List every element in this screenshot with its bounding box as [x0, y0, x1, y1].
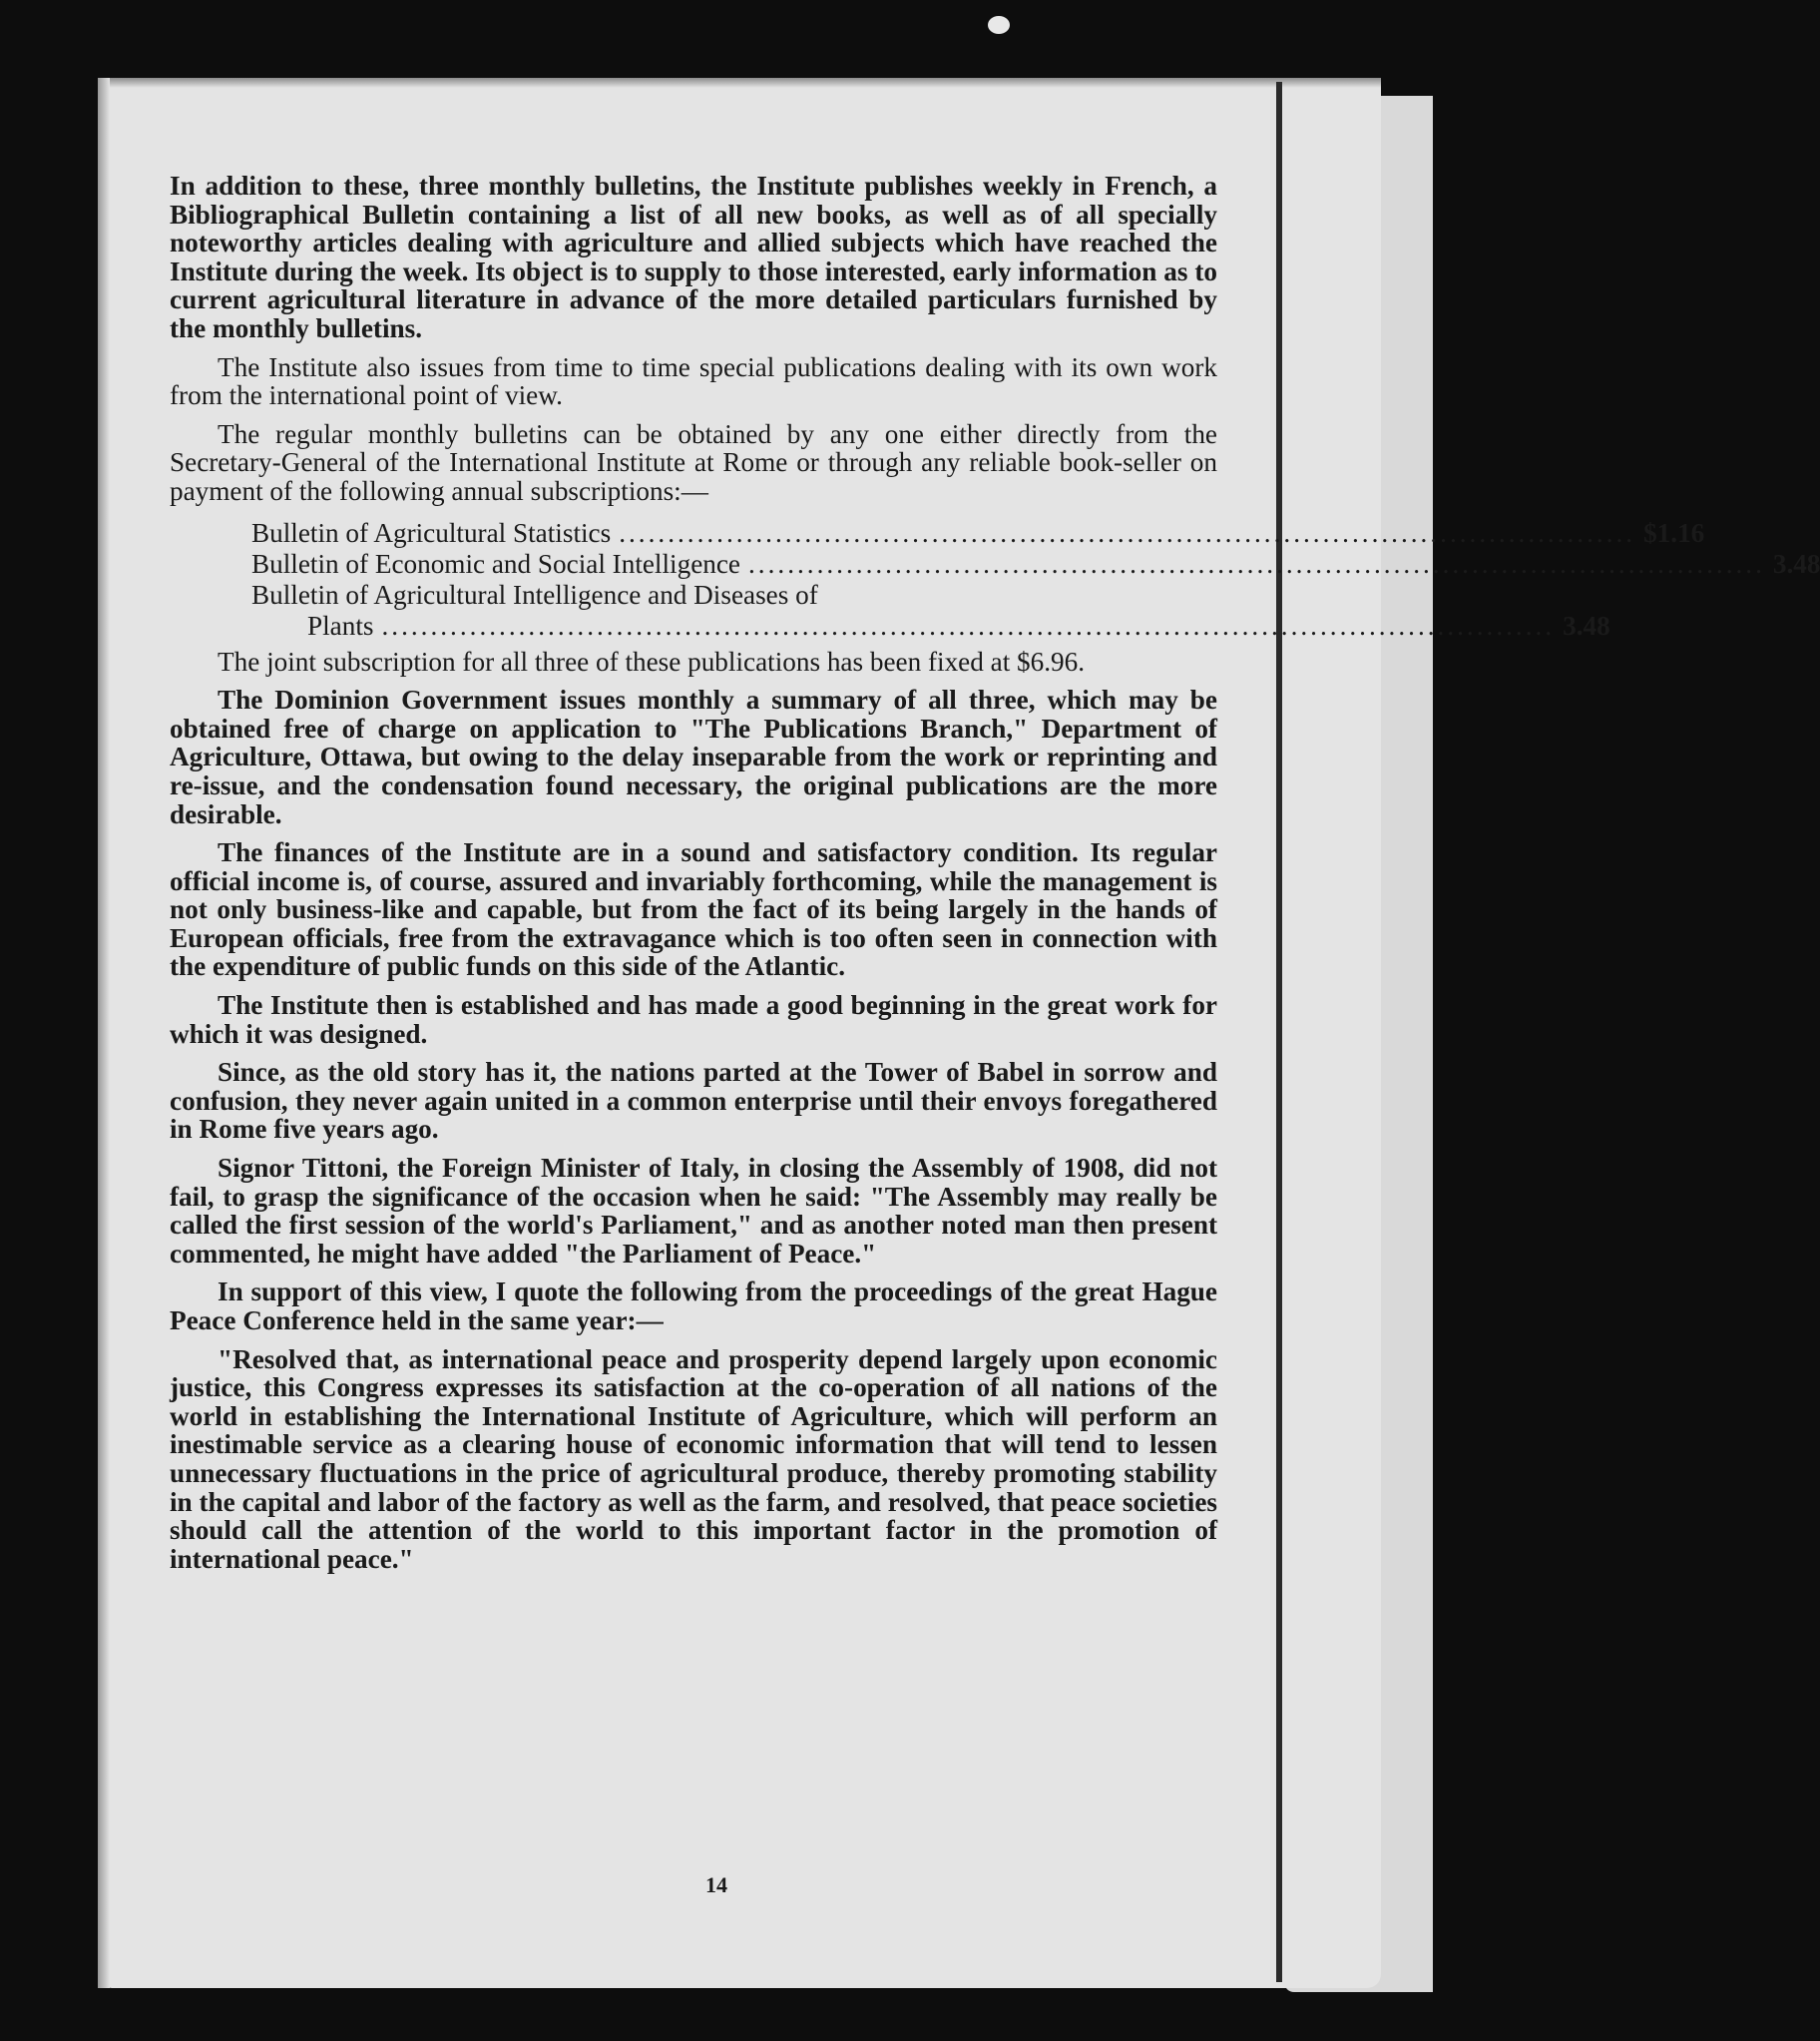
book-spine: [1276, 82, 1282, 1982]
subscription-row: [251, 548, 1820, 580]
subscription-name: Bulletin of Economic and Social Intelligence: [251, 548, 740, 579]
paragraph-resolution-quote: "Resolved that, as international peace and prosperity depend largely upon economic justice, this Congress expresses its satisfaction at the co-operation of all nations of the world in establishing the International Institute of Agriculture, which will perform an inestimable service as a clearing house of economic information that will tend to lessen unnecessary fluctuations in the price of agricultural produce, thereby promoting stability in the capital and labor of the factory as well as the farm, and resolved, that peace societies should call the attention of the world to this important factor in the promotion of international peace.": [170, 1343, 1217, 1574]
paragraph-tower-of-babel: Since, as the old story has it, the nations parted at the Tower of Babel in sorrow and confusion, they never again united in a common enterprise until their envoys foregathered in Rome five years ago.: [170, 1057, 1217, 1145]
leader-dots: ........................................................................................................: [748, 548, 1765, 579]
subscription-name-continued: Plants: [307, 610, 374, 641]
subscription-row: [251, 517, 1705, 549]
subscription-row-continued: [251, 610, 1610, 642]
page-top-shadow: [98, 78, 1381, 88]
subscription-name: Bulletin of Agricultural Statistics: [251, 517, 612, 548]
page-number: 14: [705, 1872, 727, 1897]
subscription-row: [251, 580, 1217, 611]
leader-dots: ........................................................................................................: [619, 517, 1636, 548]
paragraph-dominion-government: The Dominion Government issues monthly a summary of all three, which may be obtained free of charge on application to "The Publications Branch," Department of Agriculture, Ottawa, but owing to the delay inseparable from the work or reprinting and re-issue, and the condensation found necessary, the original publications are the more desirable.: [170, 685, 1217, 829]
paragraph-hague-conference: In support of this view, I quote the following from the proceedings of the great Hague Peace Conference held in the same year:—: [170, 1276, 1217, 1335]
paragraph-special-publications: The Institute also issues from time to time special publications dealing with its own work from the international point of view.: [170, 351, 1217, 411]
page-binding-shadow: [98, 78, 110, 1988]
paragraph-bibliographical-bulletin: In addition to these, three monthly bulletins, the Institute publishes weekly in French, a Bibliographical Bulletin containing a list of all new books, as well as of all specially noteworthy articles dealing with agriculture and allied subjects which have reached the Institute during the week. Its object is to supply to those interested, early information as to current agricultural literature in advance of the more detailed particulars furnished by the monthly bulletins.: [170, 171, 1217, 343]
body-text: [170, 171, 1820, 1574]
paragraph-subscription-info: The regular monthly bulletins can be obtained by any one either directly from the Secretary-General of the International Institute at Rome or through any reliable book-seller on payment of the following annual subscriptions:—: [170, 418, 1217, 506]
paragraph-finances: The finances of the Institute are in a sound and satisfactory condition. Its regular official income is, of course, assured and invariably forthcoming, while the management is not only business-like and capable, but from the fact of its being largely in the hands of European officials, free from the extravagance which is too often seen in connection with the expenditure of public funds on this side of the Atlantic.: [170, 837, 1217, 982]
paragraph-signor-tittoni: Signor Tittoni, the Foreign Minister of Italy, in closing the Assembly of 1908, did not fail, to grasp the significance of the occasion when he said: "The Assembly may really be called the first session of the world's Parliament," and as another noted man then present commented, he might have added "the Parliament of Peace.": [170, 1153, 1217, 1269]
paragraph-joint-subscription: The joint subscription for all three of these publications has been fixed at $6.96.: [218, 646, 1086, 677]
subscription-price: 3.48: [1563, 610, 1610, 641]
leader-dots: ........................................................................................................................: [381, 610, 1556, 641]
scan-artifact: [988, 16, 1010, 34]
subscription-list: [170, 517, 1820, 642]
subscription-name: Bulletin of Agricultural Intelligence and Diseases of: [251, 579, 818, 610]
subscription-price: 3.48: [1772, 548, 1820, 579]
paragraph-good-beginning: The Institute then is established and has made a good beginning in the great work for which it was designed.: [170, 990, 1217, 1049]
subscription-price: $1.16: [1643, 517, 1705, 548]
